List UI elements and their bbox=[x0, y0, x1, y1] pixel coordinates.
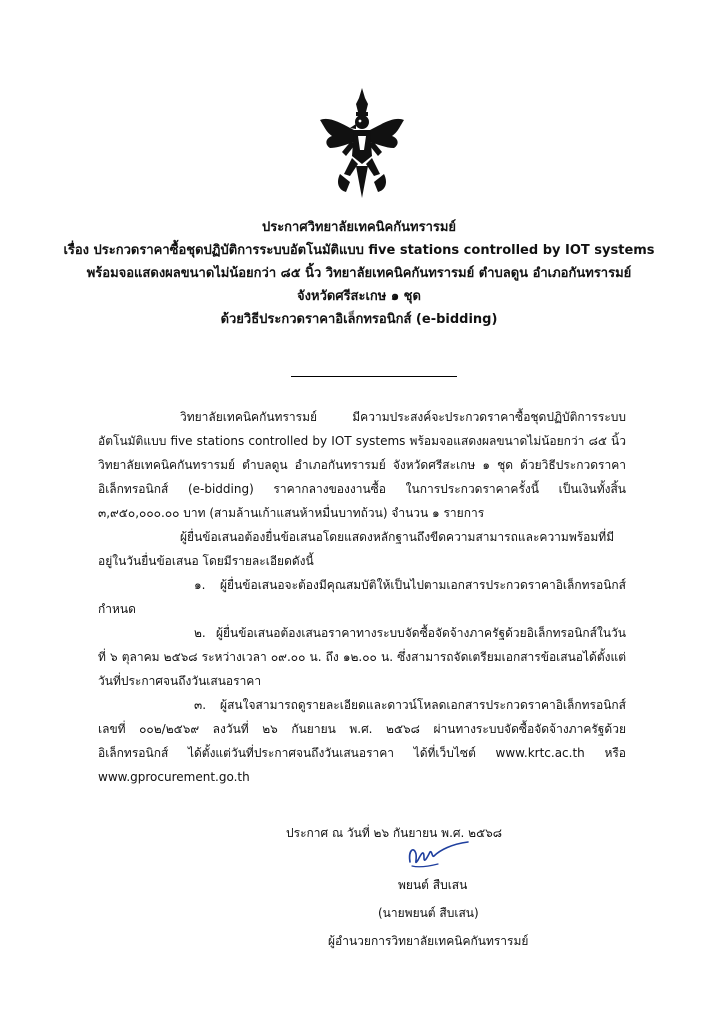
body-item-2: ๒. ผู้ยื่นข้อเสนอต้องเสนอราคาทางระบบจัดซื้อจัดจ้างภาครัฐด้วยอิเล็กทรอนิกส์ในวันที่ ๖ ตุลาคม ๒๕๖๘ ระหว่างเวลา ๐๙.๐๐ น. ถึง ๑๒.๐๐ น. ซึ่งสามารถจัดเตรียมเอกสารข้อเสนอได้ตั้งแต่วันที่ประกาศจนถึงวันเสนอราคา bbox=[98, 626, 626, 688]
announcement-subject-line2: พร้อมจอแสดงผลขนาดไม่น้อยกว่า ๘๕ นิ้ว วิทยาลัยเทคนิคกันทรารมย์ ตำบลดูน อำเภอกันทรารมย์ bbox=[86, 266, 632, 281]
announcement-title-block bbox=[0, 216, 718, 331]
announcement-body bbox=[98, 405, 626, 789]
title-divider bbox=[291, 376, 457, 377]
body-item-1: ๑. ผู้ยื่นข้อเสนอจะต้องมีคุณสมบัติให้เป็นไปตามเอกสารประกวดราคาอิเล็กทรอนิกส์กำหนด bbox=[98, 578, 626, 616]
signer-position: ผู้อำนวยการวิทยาลัยเทคนิคกันทรารมย์ bbox=[328, 934, 529, 948]
announcement-subject-line1: เรื่อง ประกวดราคาซื้อชุดปฏิบัติการระบบอัตโนมัติแบบ five stations controlled by IOT systems bbox=[63, 243, 655, 258]
body-paragraph-2: ผู้ยื่นข้อเสนอต้องยื่นข้อเสนอโดยแสดงหลักฐานถึงขีดความสามารถและความพร้อมที่มีอยู่ในวันยื่นข้อเสนอ โดยมีรายละเอียดดังนี้ bbox=[98, 530, 615, 568]
body-paragraph-1: วิทยาลัยเทคนิคกันทรารมย์ มีความประสงค์จะประกวดราคาซื้อชุดปฏิบัติการระบบอัตโนมัติแบบ five stations controlled by IOT systems พร้อมจอแสดงผลขนาดไม่น้อยกว่า ๘๕ นิ้ว วิทยาลัยเทคนิคกันทรารมย์ ตำบลดูน อำเภอกันทรารมย์ จังหวัดศรีสะเกษ ๑ ชุด ด้วยวิธีประกวดราคาอิเล็กทรอนิกส์ (e-bidding) ราคากลางของงานซื้อ ในการประกวดราคาครั้งนี้ เป็นเงินทั้งสิ้น ๓,๙๕๐,๐๐๐.๐๐ บาท (สามล้านเก้าแสนห้าหมื่นบาทถ้วน) จำนวน ๑ รายการ bbox=[98, 410, 626, 520]
announcement-subject-line4: ด้วยวิธีประกวดราคาอิเล็กทรอนิกส์ (e-bidding) bbox=[220, 312, 498, 327]
signer-full-name: (นายพยนต์ สืบเสน) bbox=[378, 906, 479, 920]
body-item-3: ๓. ผู้สนใจสามารถดูรายละเอียดและดาวน์โหลดเอกสารประกวดราคาอิเล็กทรอนิกส์เลขที่ ๐๐๒/๒๕๖๙ ลงวันที่ ๒๖ กันยายน พ.ศ. ๒๕๖๘ ผ่านทางระบบจัดซื้อจัดจ้างภาครัฐด้วยอิเล็กทรอนิกส์ ได้ตั้งแต่วันที่ประกาศจนถึงวันเสนอราคา ได้ที่เว็บไซต์ www.krtc.ac.th หรือ www.gprocurement.go.th bbox=[98, 698, 626, 784]
announcement-date: ประกาศ ณ วันที่ ๒๖ กันยายน พ.ศ. ๒๕๖๘ bbox=[286, 826, 503, 840]
announcement-subject-line3: จังหวัดศรีสะเกษ ๑ ชุด bbox=[297, 289, 421, 304]
handwritten-signature bbox=[394, 836, 472, 876]
garuda-emblem-icon bbox=[316, 86, 408, 204]
signer-name: พยนต์ สืบเสน bbox=[398, 878, 468, 892]
announcement-heading: ประกาศวิทยาลัยเทคนิคกันทรารมย์ bbox=[261, 220, 457, 235]
